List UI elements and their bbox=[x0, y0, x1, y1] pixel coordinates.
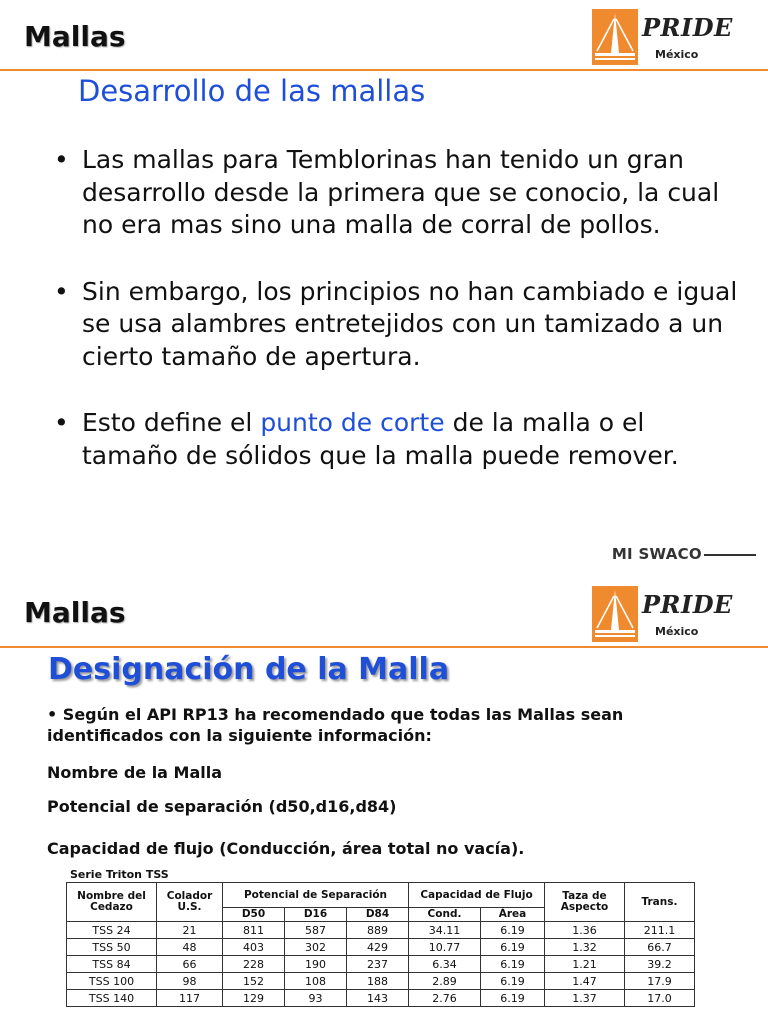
cell-nombre: TSS 24 bbox=[67, 922, 157, 939]
cell-taza: 1.32 bbox=[545, 939, 625, 956]
info-item-separation: Potencial de separación (d50,d16,d84) bbox=[47, 797, 397, 816]
bullet-text: Sin embargo, los principios no han cambiado e igual se usa alambres entretejidos con un tamizado a un cierto tamaño de apertura. bbox=[82, 276, 738, 371]
bullet-item bbox=[54, 144, 744, 242]
cell-d50: 152 bbox=[223, 973, 285, 990]
header-area: Área bbox=[481, 908, 545, 922]
table-row bbox=[67, 990, 695, 1007]
cell-taza: 1.21 bbox=[545, 956, 625, 973]
cell-trans: 211.1 bbox=[625, 922, 695, 939]
bullet-text: Las mallas para Temblorinas han tenido un gran desarrollo desde la primera que se conocio, la cual no era mas sino una malla de corral de pollos. bbox=[82, 145, 720, 239]
cell-colador: 21 bbox=[157, 922, 223, 939]
cell-d50: 811 bbox=[223, 922, 285, 939]
cell-d16: 93 bbox=[285, 990, 347, 1007]
cell-cond: 34.11 bbox=[409, 922, 481, 939]
pride-country-text: México bbox=[655, 48, 699, 61]
bullet-item bbox=[54, 276, 744, 374]
mi-swaco-text: MI SWACO bbox=[611, 545, 702, 563]
cell-cond: 6.34 bbox=[409, 956, 481, 973]
cell-taza: 1.36 bbox=[545, 922, 625, 939]
cell-trans: 39.2 bbox=[625, 956, 695, 973]
pride-derrick-icon bbox=[592, 9, 638, 65]
header-potencial: Potencial de Separación bbox=[223, 883, 409, 908]
section-heading: Designación de la Malla bbox=[48, 652, 450, 687]
cell-colador: 66 bbox=[157, 956, 223, 973]
cell-taza: 1.47 bbox=[545, 973, 625, 990]
pride-brand-text: PRIDE bbox=[642, 13, 733, 42]
cell-d84: 429 bbox=[347, 939, 409, 956]
cell-colador: 48 bbox=[157, 939, 223, 956]
header-colador: Colador U.S. bbox=[157, 883, 223, 922]
bullet-dot-icon: • bbox=[54, 408, 69, 437]
table-caption: Serie Triton TSS bbox=[70, 868, 169, 881]
cell-colador: 98 bbox=[157, 973, 223, 990]
cell-d50: 129 bbox=[223, 990, 285, 1007]
table-row bbox=[67, 956, 695, 973]
header-cond: Cond. bbox=[409, 908, 481, 922]
pride-logo bbox=[592, 9, 742, 65]
pride-logo bbox=[592, 586, 742, 642]
header-d50: D50 bbox=[223, 908, 285, 922]
slide-title: Mallas bbox=[24, 596, 126, 629]
cell-area: 6.19 bbox=[481, 922, 545, 939]
cell-area: 6.19 bbox=[481, 956, 545, 973]
mi-swaco-logo bbox=[612, 545, 756, 563]
title-divider bbox=[0, 646, 768, 648]
cell-nombre: TSS 140 bbox=[67, 990, 157, 1007]
pride-country-text: México bbox=[655, 625, 699, 638]
cell-d84: 188 bbox=[347, 973, 409, 990]
cell-area: 6.19 bbox=[481, 990, 545, 1007]
cell-trans: 66.7 bbox=[625, 939, 695, 956]
header-capacidad: Capacidad de Flujo bbox=[409, 883, 545, 908]
header-d84: D84 bbox=[347, 908, 409, 922]
cell-d16: 587 bbox=[285, 922, 347, 939]
cell-taza: 1.37 bbox=[545, 990, 625, 1007]
intro-text: • Según el API RP13 ha recomendado que todas las Mallas sean identificados con la siguiente información: bbox=[47, 705, 624, 745]
cell-cond: 2.89 bbox=[409, 973, 481, 990]
screen-spec-table bbox=[66, 882, 695, 1007]
header-d16: D16 bbox=[285, 908, 347, 922]
pride-brand-text: PRIDE bbox=[642, 590, 733, 619]
cut-point-highlight: punto de corte bbox=[260, 408, 445, 437]
header-trans: Trans. bbox=[625, 883, 695, 922]
slide-subtitle: Desarrollo de las mallas bbox=[78, 74, 426, 108]
table-row bbox=[67, 973, 695, 990]
cell-area: 6.19 bbox=[481, 973, 545, 990]
cell-d16: 108 bbox=[285, 973, 347, 990]
bullet-text-before: Esto define el bbox=[82, 408, 261, 437]
table-header-row bbox=[67, 883, 695, 908]
info-item-flow: Capacidad de flujo (Conducción, área total no vacía). bbox=[47, 839, 525, 858]
header-taza: Taza de Aspecto bbox=[545, 883, 625, 922]
mi-swaco-underline bbox=[704, 554, 756, 556]
cell-d16: 190 bbox=[285, 956, 347, 973]
bullet-dot-icon: • bbox=[54, 145, 69, 174]
cell-colador: 117 bbox=[157, 990, 223, 1007]
cell-trans: 17.0 bbox=[625, 990, 695, 1007]
cell-cond: 2.76 bbox=[409, 990, 481, 1007]
cell-nombre: TSS 84 bbox=[67, 956, 157, 973]
table-row bbox=[67, 939, 695, 956]
cell-d50: 403 bbox=[223, 939, 285, 956]
cell-nombre: TSS 50 bbox=[67, 939, 157, 956]
header-nombre: Nombre del Cedazo bbox=[67, 883, 157, 922]
cell-d84: 143 bbox=[347, 990, 409, 1007]
slide-title: Mallas bbox=[24, 20, 126, 53]
cell-trans: 17.9 bbox=[625, 973, 695, 990]
cell-nombre: TSS 100 bbox=[67, 973, 157, 990]
bullet-list bbox=[54, 144, 744, 506]
cell-cond: 10.77 bbox=[409, 939, 481, 956]
bullet-dot-icon: • bbox=[54, 276, 69, 306]
cell-d84: 237 bbox=[347, 956, 409, 973]
table-row bbox=[67, 922, 695, 939]
cell-area: 6.19 bbox=[481, 939, 545, 956]
cell-d50: 228 bbox=[223, 956, 285, 973]
pride-derrick-icon bbox=[592, 586, 638, 642]
info-item-name: Nombre de la Malla bbox=[47, 763, 223, 782]
bullet-item bbox=[54, 407, 744, 472]
bullet-text-after: de la malla o el tamaño de sólidos que la malla puede remover. bbox=[82, 408, 679, 470]
title-divider bbox=[0, 69, 768, 71]
cell-d84: 889 bbox=[347, 922, 409, 939]
cell-d16: 302 bbox=[285, 939, 347, 956]
slide-2 bbox=[0, 576, 768, 1024]
